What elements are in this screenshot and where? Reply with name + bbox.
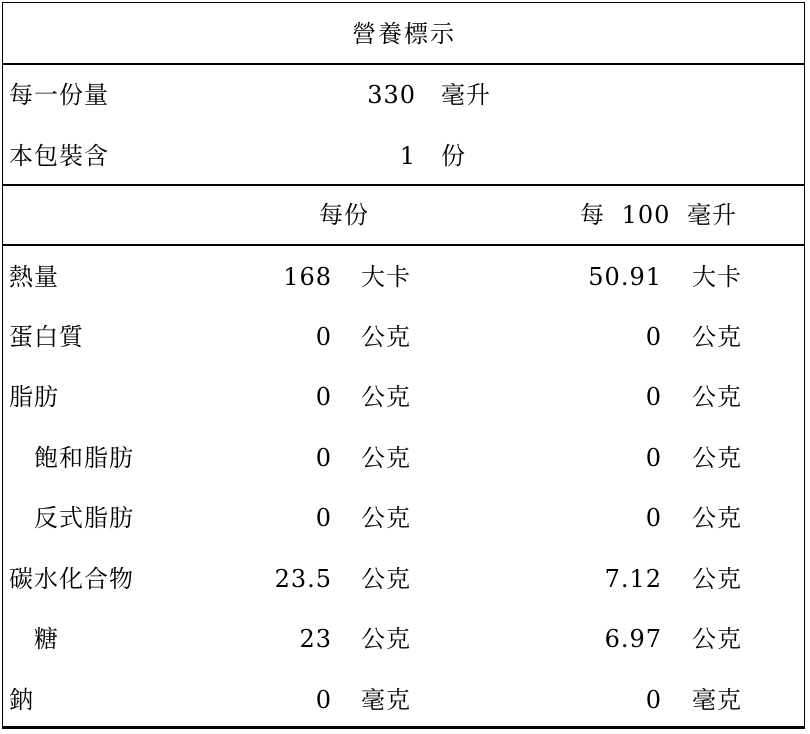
nutrient-value-per-serving: 0 <box>315 323 332 351</box>
nutrient-value-per-100: 6.97 <box>604 625 662 653</box>
nutrient-value-per-100: 0 <box>645 323 662 351</box>
nutrient-name: 碳水化合物 <box>9 565 134 593</box>
nutrient-unit-per-100: 公克 <box>692 444 742 472</box>
nutrient-unit-per-serving: 大卡 <box>361 263 411 291</box>
nutrient-name: 熱量 <box>9 263 59 291</box>
nutrient-name: 脂肪 <box>9 383 59 411</box>
divider-serving <box>2 184 805 186</box>
nutrient-unit-per-100: 公克 <box>692 323 742 351</box>
servings-per-package-value: 1 <box>399 142 416 170</box>
divider-columns <box>2 244 805 246</box>
nutrient-value-per-100: 50.91 <box>588 263 662 291</box>
nutrient-unit-per-serving: 公克 <box>361 383 411 411</box>
nutrient-value-per-serving: 0 <box>315 383 332 411</box>
nutrient-name-sub: 糖 <box>34 625 59 653</box>
per-100-unit: 毫升 <box>687 201 738 229</box>
nutrient-value-per-serving: 23.5 <box>274 565 332 593</box>
column-header-per-100 <box>580 200 737 230</box>
nutrient-value-per-100: 0 <box>645 504 662 532</box>
nutrient-value-per-100: 7.12 <box>604 565 662 593</box>
nutrition-table-frame <box>2 2 805 727</box>
per-100-number: 100 <box>621 201 671 229</box>
nutrient-unit-per-100: 公克 <box>692 565 742 593</box>
nutrient-value-per-serving: 168 <box>283 263 332 291</box>
per-serving-unit: 毫升 <box>441 81 491 109</box>
nutrient-unit-per-serving: 公克 <box>361 444 411 472</box>
nutrient-name-sub: 飽和脂肪 <box>34 444 134 472</box>
nutrient-unit-per-serving: 公克 <box>361 504 411 532</box>
servings-per-package-label: 本包裝含 <box>9 142 109 170</box>
table-bottom-border <box>2 726 805 729</box>
nutrient-value-per-100: 0 <box>645 383 662 411</box>
per-100-prefix: 每 <box>580 201 605 229</box>
nutrient-name-sub: 反式脂肪 <box>34 504 134 532</box>
per-serving-value: 330 <box>367 81 416 109</box>
nutrient-unit-per-100: 公克 <box>692 504 742 532</box>
nutrient-unit-per-serving: 公克 <box>361 625 411 653</box>
nutrient-value-per-serving: 0 <box>315 444 332 472</box>
nutrient-unit-per-100: 公克 <box>692 383 742 411</box>
servings-per-package-unit: 份 <box>441 142 466 170</box>
nutrient-name: 蛋白質 <box>9 323 84 351</box>
nutrient-unit-per-100: 公克 <box>692 625 742 653</box>
nutrient-value-per-100: 0 <box>645 686 662 714</box>
nutrient-name: 鈉 <box>9 686 34 714</box>
nutrient-value-per-100: 0 <box>645 444 662 472</box>
nutrient-value-per-serving: 0 <box>315 686 332 714</box>
nutrient-unit-per-serving: 公克 <box>361 565 411 593</box>
per-serving-label: 每一份量 <box>9 81 109 109</box>
column-header-per-serving: 每份 <box>319 201 369 229</box>
nutrient-unit-per-serving: 公克 <box>361 323 411 351</box>
nutrient-value-per-serving: 23 <box>299 625 332 653</box>
divider-title <box>2 63 805 65</box>
table-title: 營養標示 <box>352 20 456 48</box>
nutrient-value-per-serving: 0 <box>315 504 332 532</box>
nutrient-unit-per-serving: 毫克 <box>361 686 411 714</box>
nutrient-unit-per-100: 大卡 <box>692 263 742 291</box>
nutrient-unit-per-100: 毫克 <box>692 686 742 714</box>
